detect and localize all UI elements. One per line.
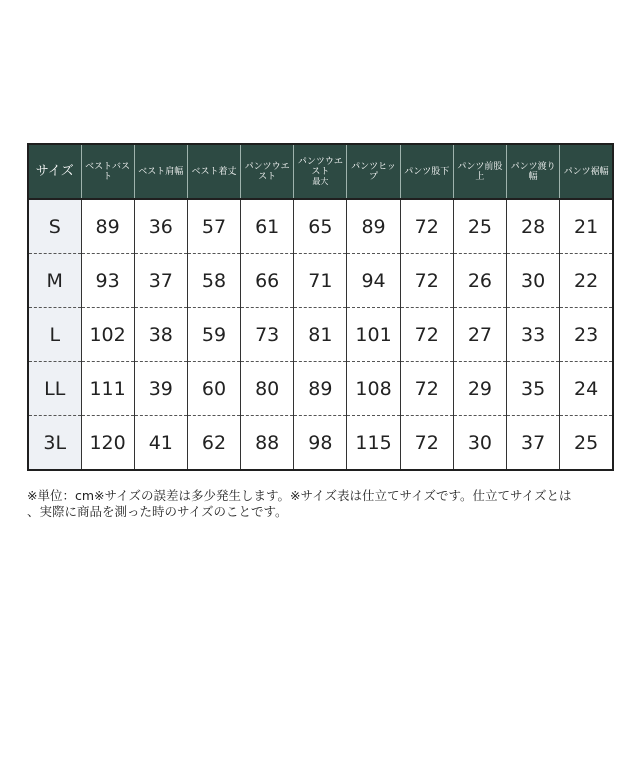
table-cell: 72 (400, 416, 453, 471)
table-cell: 72 (400, 254, 453, 308)
table-cell: 120 (81, 416, 134, 471)
table-cell: 61 (241, 199, 294, 254)
table-cell: 66 (241, 254, 294, 308)
size-note-line2: 、実際に商品を測った時のサイズのことです。 (27, 504, 288, 519)
table-cell: 93 (81, 254, 134, 308)
table-cell: 37 (134, 254, 187, 308)
table-cell: 58 (187, 254, 240, 308)
header-pants-hem: パンツ裾幅 (560, 144, 613, 199)
table-row (28, 254, 613, 308)
header-vest-length: ベスト着丈 (187, 144, 240, 199)
header-size: サイズ (28, 144, 81, 199)
table-cell: 33 (507, 308, 560, 362)
header-pants-waist: パンツウエスト (241, 144, 294, 199)
size-note-line1: ※単位：cm※サイズの誤差は多少発生します。※サイズ表は仕立てサイズです。仕立てサイズとは (27, 488, 572, 503)
table-cell: 30 (453, 416, 506, 471)
table-cell: 62 (187, 416, 240, 471)
header-pants-thigh: パンツ渡り幅 (507, 144, 560, 199)
table-cell: 27 (453, 308, 506, 362)
table-cell: 65 (294, 199, 347, 254)
table-row (28, 308, 613, 362)
table-cell: 115 (347, 416, 400, 471)
table-cell: 89 (294, 362, 347, 416)
table-cell: 28 (507, 199, 560, 254)
table-cell: 98 (294, 416, 347, 471)
header-pants-waist-max-sub: 最大 (312, 177, 329, 186)
table-cell: 41 (134, 416, 187, 471)
table-cell: 108 (347, 362, 400, 416)
table-cell: 71 (294, 254, 347, 308)
table-cell: 81 (294, 308, 347, 362)
table-cell: 38 (134, 308, 187, 362)
header-pants-inseam: パンツ股下 (400, 144, 453, 199)
table-cell: 101 (347, 308, 400, 362)
table-cell: 89 (81, 199, 134, 254)
table-cell: 25 (453, 199, 506, 254)
table-cell: 59 (187, 308, 240, 362)
table-cell: 39 (134, 362, 187, 416)
size-cell: M (28, 254, 81, 308)
header-pants-waist-max (294, 144, 347, 199)
table-cell: 72 (400, 199, 453, 254)
header-vest-bust: ベストバスト (81, 144, 134, 199)
table-cell: 57 (187, 199, 240, 254)
size-cell: LL (28, 362, 81, 416)
size-note (27, 488, 627, 520)
header-pants-front-rise: パンツ前股上 (453, 144, 506, 199)
size-cell: S (28, 199, 81, 254)
table-cell: 88 (241, 416, 294, 471)
size-table (27, 143, 614, 471)
table-cell: 26 (453, 254, 506, 308)
size-cell: 3L (28, 416, 81, 471)
table-cell: 24 (560, 362, 613, 416)
size-cell: L (28, 308, 81, 362)
table-cell: 102 (81, 308, 134, 362)
table-cell: 22 (560, 254, 613, 308)
header-vest-shoulder: ベスト肩幅 (134, 144, 187, 199)
table-cell: 36 (134, 199, 187, 254)
table-cell: 29 (453, 362, 506, 416)
table-cell: 94 (347, 254, 400, 308)
header-pants-waist-max-label: パンツウエスト (297, 157, 343, 177)
table-cell: 21 (560, 199, 613, 254)
table-cell: 60 (187, 362, 240, 416)
table-cell: 80 (241, 362, 294, 416)
table-row (28, 416, 613, 471)
table-cell: 73 (241, 308, 294, 362)
table-row (28, 199, 613, 254)
table-cell: 89 (347, 199, 400, 254)
table-cell: 35 (507, 362, 560, 416)
table-cell: 72 (400, 362, 453, 416)
header-row (28, 144, 613, 199)
table-row (28, 362, 613, 416)
table-cell: 72 (400, 308, 453, 362)
table-cell: 25 (560, 416, 613, 471)
table-cell: 23 (560, 308, 613, 362)
header-pants-hip: パンツヒップ (347, 144, 400, 199)
table-cell: 30 (507, 254, 560, 308)
table-cell: 111 (81, 362, 134, 416)
table-cell: 37 (507, 416, 560, 471)
